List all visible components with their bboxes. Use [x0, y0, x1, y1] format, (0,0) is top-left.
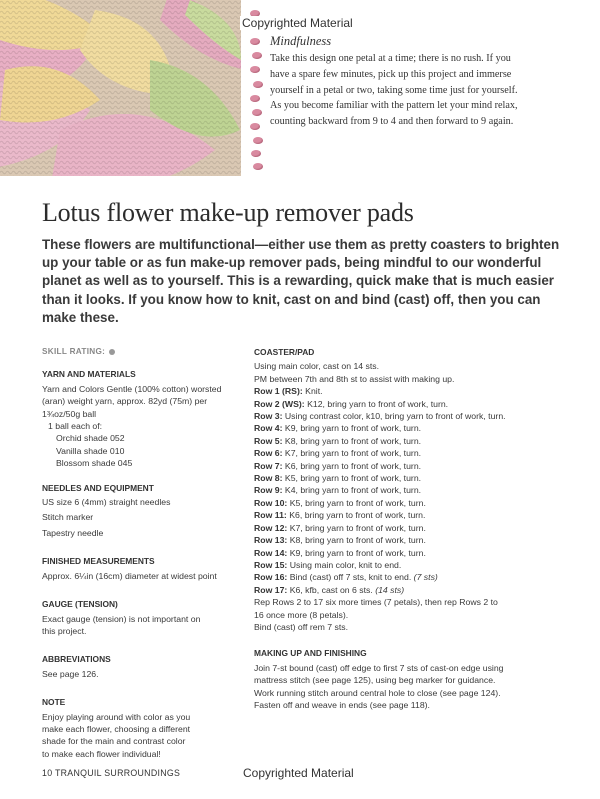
mindfulness-text	[270, 51, 570, 130]
row-text: Using contrast color, k10, bring yarn to front of work, turn.	[282, 411, 506, 422]
row-text: K8, bring yarn to front of work, turn.	[287, 535, 426, 546]
bead-icon	[250, 38, 260, 45]
row-label: Row 11:	[254, 510, 287, 521]
mindfulness-line: Take this design one petal at a time; there is no rush. If you	[270, 53, 511, 64]
repeat-line: Rep Rows 2 to 17 six more times (7 petals), then rep Rows 2 to	[254, 597, 498, 608]
coaster-heading: COASTER/PAD	[254, 347, 315, 357]
knitted-flower-photo	[0, 0, 241, 176]
yarn-line: (aran) weight yarn, approx. 82yd (75m) per	[42, 396, 208, 407]
yarn-heading: YARN AND MATERIALS	[42, 369, 136, 380]
pattern-row	[254, 422, 554, 434]
repeat-line: 16 once more (8 petals).	[254, 609, 349, 620]
row-label: Row 13:	[254, 535, 288, 546]
copyright-watermark-bottom: Copyrighted Material	[243, 766, 354, 780]
needles-heading: NEEDLES AND EQUIPMENT	[42, 482, 154, 493]
bead-icon	[250, 66, 260, 73]
pattern-row	[254, 435, 554, 447]
gauge-line: this project.	[42, 625, 87, 636]
row-label: Row 10:	[254, 497, 288, 508]
making-up-line: Join 7-st bound (cast) off edge to first 7 sts of cast-on edge using	[254, 662, 504, 673]
row-text: K7, bring yarn to front of work, turn.	[282, 448, 422, 459]
pattern-row	[254, 571, 554, 583]
row-label: Row 5:	[254, 435, 283, 446]
row-text: Using main color, knit to end.	[287, 559, 402, 570]
pattern-row	[254, 460, 554, 472]
mindfulness-line: counting backward from 9 to 4 and then forward to 9 again.	[270, 116, 514, 128]
coaster-intro-line: Using main color, cast on 14 sts.	[254, 361, 380, 372]
yarn-shade: Orchid shade 052	[56, 433, 125, 444]
bead-icon	[252, 52, 262, 59]
gauge-line: Exact gauge (tension) is not important on	[42, 613, 201, 624]
bead-icon	[253, 137, 263, 144]
right-column	[254, 346, 554, 711]
bead-icon	[250, 123, 260, 130]
skill-dot-icon	[109, 349, 115, 355]
needles-item: US size 6 (4mm) straight needles	[42, 497, 171, 508]
row-text: K6, kfb, cast on 6 sts.	[287, 584, 376, 595]
pattern-row	[254, 385, 554, 397]
bead-icon	[253, 163, 263, 170]
pattern-row	[254, 472, 554, 484]
yarn-shade: Blossom shade 045	[56, 458, 133, 469]
making-up-line: Fasten off and weave in ends (see page 118).	[254, 699, 430, 710]
note-line: to make each flower individual!	[42, 748, 161, 759]
finished-text: Approx. 6¼in (16cm) diameter at widest point	[42, 570, 217, 581]
row-label: Row 12:	[254, 522, 288, 533]
bead-icon	[253, 81, 263, 88]
bead-icon	[251, 150, 261, 157]
gauge-heading: GAUGE (TENSION)	[42, 599, 118, 610]
mindfulness-title: Mindfulness	[270, 34, 332, 48]
row-text: K7, bring yarn to front of work, turn.	[287, 522, 426, 533]
note-line: make each flower, choosing a different	[42, 723, 191, 734]
mindfulness-line: have a spare few minutes, pick up this project and immerse	[270, 68, 512, 80]
making-up-line: Work running stitch around central hole to close (see page 124).	[254, 687, 501, 698]
pattern-row	[254, 522, 554, 534]
row-label: Row 3:	[254, 411, 283, 422]
row-text: K5, bring yarn to front of work, turn.	[282, 473, 422, 484]
row-stitch-count: (14 sts)	[375, 584, 405, 595]
pattern-row	[254, 509, 554, 521]
row-text: K4, bring yarn to front of work, turn.	[282, 485, 422, 496]
yarn-line: Yarn and Colors Gentle (100% cotton) worsted	[42, 383, 222, 394]
bead-icon	[250, 95, 260, 102]
abbreviations-text: See page 126.	[42, 668, 99, 679]
row-label: Row 4:	[254, 423, 283, 434]
row-label: Row 7:	[254, 460, 283, 471]
pattern-row	[254, 547, 554, 559]
row-text: Knit.	[302, 386, 323, 397]
row-label: Row 16:	[254, 572, 288, 583]
row-label: Row 9:	[254, 485, 283, 496]
pattern-row	[254, 497, 554, 509]
row-label: Row 15:	[254, 559, 288, 570]
left-column	[42, 346, 242, 760]
yarn-shade: Vanilla shade 010	[56, 445, 125, 456]
row-text: Bind (cast) off 7 sts, knit to end.	[287, 572, 414, 583]
row-text: K6, bring yarn to front of work, turn.	[282, 460, 422, 471]
mindfulness-line: As you become familiar with the pattern let your mind relax,	[270, 100, 518, 112]
pattern-row	[254, 484, 554, 496]
row-label: Row 1 (RS):	[254, 386, 303, 397]
row-text: K9, bring yarn to front of work, turn.	[282, 423, 422, 434]
row-stitch-count: (7 sts)	[413, 572, 438, 583]
note-heading: NOTE	[42, 697, 66, 708]
row-label: Row 2 (WS):	[254, 398, 305, 409]
row-label: Row 14:	[254, 547, 288, 558]
intro-paragraph: These flowers are multifunctional—either use them as pretty coasters to brighten up your table or as fun make-up remover pads, being mindful to our wonderful planet as well as to yourself. This is a rewarding, quick make that is much easier than it looks. If you know how to knit, cast on and bind (cast) off, then you can make these.	[42, 237, 560, 325]
decorative-bead-column	[249, 8, 267, 178]
yarn-line: 1¾oz/50g ball	[42, 408, 97, 419]
page-title: Lotus flower make-up remover pads	[42, 198, 414, 227]
row-label: Row 6:	[254, 448, 283, 459]
finished-heading: FINISHED MEASUREMENTS	[42, 556, 155, 567]
pattern-row	[254, 410, 554, 422]
needles-item: Stitch marker	[42, 512, 94, 523]
pattern-row	[254, 559, 554, 571]
making-up-heading: MAKING UP AND FINISHING	[254, 648, 367, 659]
pattern-row	[254, 584, 554, 596]
mindfulness-line: yourself in a petal or two, taking some time just for yourself.	[270, 84, 518, 96]
row-text: K9, bring yarn to front of work, turn.	[287, 547, 426, 558]
skill-rating	[42, 346, 242, 358]
abbreviations-heading: ABBREVIATIONS	[42, 654, 111, 665]
pattern-row	[254, 534, 554, 546]
coaster-intro-line: PM between 7th and 8th st to assist with making up.	[254, 373, 455, 384]
yarn-sub-line: 1 ball each of:	[48, 421, 103, 432]
skill-rating-label: SKILL RATING:	[42, 347, 106, 356]
pattern-row	[254, 398, 554, 410]
row-text: K12, bring yarn to front of work, turn.	[304, 398, 449, 409]
page-footer: 10 TRANQUIL SURROUNDINGS	[42, 768, 181, 778]
pattern-row	[254, 447, 554, 459]
note-line: shade for the main and contrast color	[42, 736, 186, 747]
row-text: K5, bring yarn to front of work, turn.	[287, 497, 426, 508]
row-text: K6, bring yarn to front of work, turn.	[286, 510, 426, 521]
row-label: Row 17:	[254, 584, 288, 595]
row-text: K8, bring yarn to front of work, turn.	[282, 435, 422, 446]
bead-icon	[252, 109, 262, 116]
copyright-watermark-top: Copyrighted Material	[242, 16, 353, 30]
note-line: Enjoy playing around with color as you	[42, 711, 191, 722]
row-label: Row 8:	[254, 473, 283, 484]
making-up-line: mattress stitch (see page 125), using beg marker for guidance.	[254, 675, 496, 686]
needles-item: Tapestry needle	[42, 527, 104, 538]
bind-off-line: Bind (cast) off rem 7 sts.	[254, 621, 348, 632]
